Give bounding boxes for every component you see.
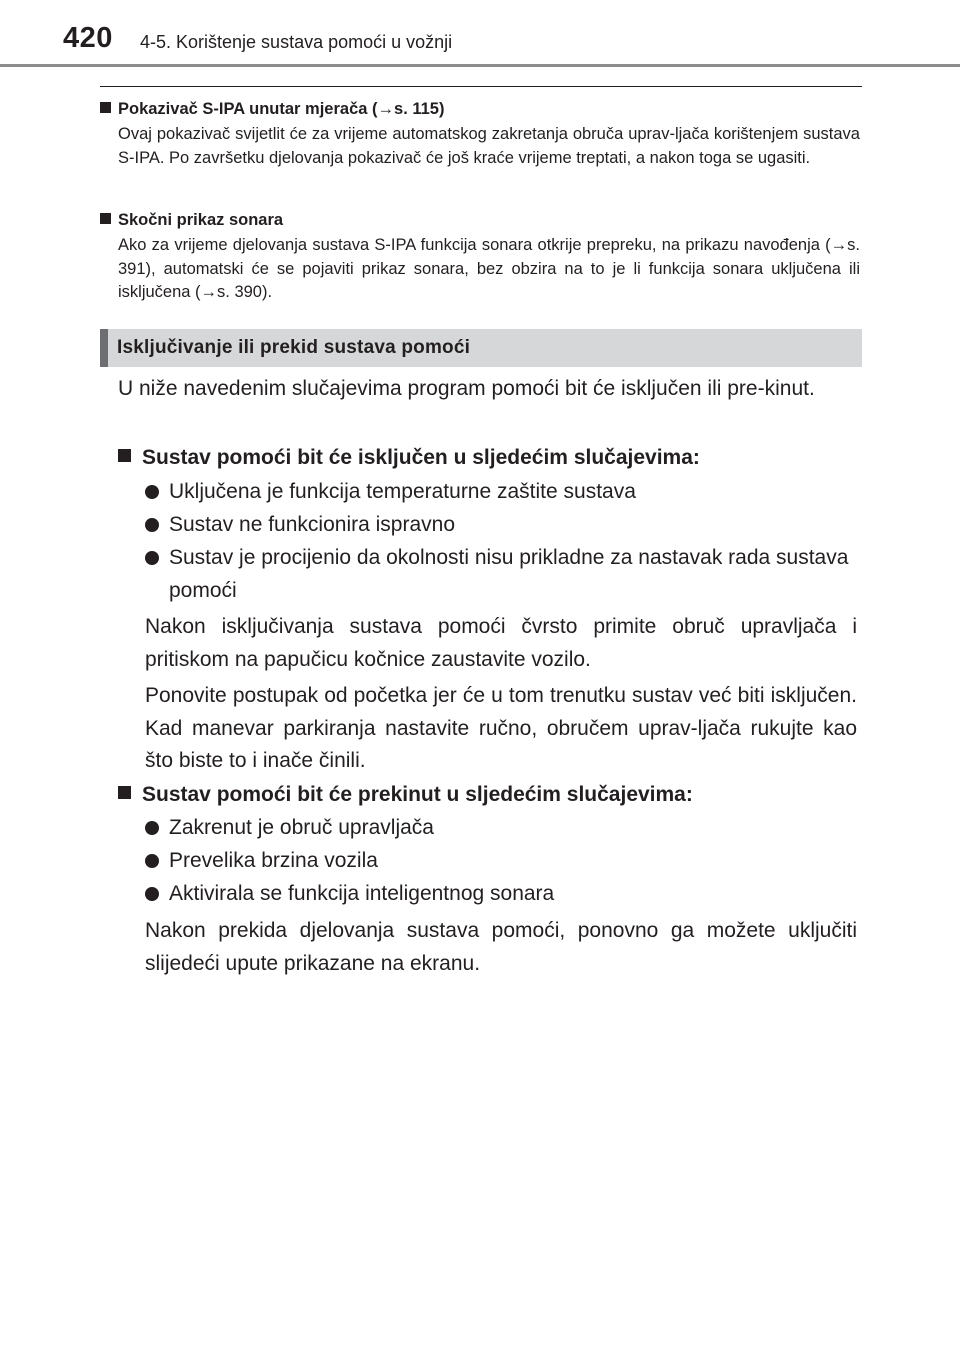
content-top-rule [100, 86, 862, 87]
chapter-title: 4-5. Korištenje sustava pomoći u vožnji [140, 32, 453, 52]
info-text: Ovaj pokazivač svijetlit će za vrijeme automatskog zakretanja obruča uprav-ljača korištenjem sustava S-IPA. Po završetku djelovanja pokazivač će još kraće vrijeme treptati, a nakon toga se ugasiti. [118, 125, 860, 167]
list-item: Zakrenut je obruč upravljača [145, 812, 857, 845]
info-block-sonar [100, 209, 860, 305]
section-intro: U niže navedenim slučajevima program pomoći bit će isključen ili pre-kinut. [118, 377, 815, 400]
list-item: Uključena je funkcija temperaturne zaštite sustava [145, 476, 857, 509]
section-bar-accent [100, 329, 108, 367]
section-heading: Isključivanje ili prekid sustava pomoći [117, 337, 471, 358]
header-rule [0, 64, 960, 67]
round-bullet-icon [145, 518, 159, 532]
note-paragraph: Ponovite postupak od početka jer će u tom trenutku sustav već biti isključen. Kad manevar parkiranja nastavite ručno, obručem uprav-ljača rukujte kao što biste to i inače činili. [145, 684, 857, 772]
list-item: Sustav ne funkcionira ispravno [145, 509, 857, 542]
group-heading-interrupted: Sustav pomoći bit će prekinut u sljedećim slučajevima: [118, 779, 693, 811]
info-text: Ako za vrijeme djelovanja sustava S-IPA funkcija sonara otkrije prepreku, na prikazu navođenja (→s. 391), automatski će se pojaviti prikaz sonara, bez obzira na to je li funkcija sonara uključena ili isključena (→s. 390). [118, 236, 860, 301]
round-bullet-icon [145, 821, 159, 835]
group-heading-disabled: Sustav pomoći bit će isključen u sljedećim slučajevima: [118, 442, 700, 474]
section-heading-bar [100, 329, 862, 367]
info-heading: Pokazivač S-IPA unutar mjerača (→s. 115) [100, 98, 860, 120]
page-number: 420 [63, 22, 113, 54]
round-bullet-icon [145, 485, 159, 499]
info-heading: Skočni prikaz sonara [100, 209, 860, 231]
list-item: Prevelika brzina vozila [145, 845, 857, 878]
round-bullet-icon [145, 551, 159, 565]
list-item: Sustav je procijenio da okolnosti nisu prikladne za nastavak rada sustava pomoći [145, 542, 857, 607]
square-bullet-icon [100, 213, 111, 224]
note-paragraph: Nakon prekida djelovanja sustava pomoći, ponovno ga možete uključiti slijedeći upute prikazane na ekranu. [145, 919, 857, 975]
round-bullet-icon [145, 887, 159, 901]
list-item: Aktivirala se funkcija inteligentnog sonara [145, 878, 857, 911]
round-bullet-icon [145, 854, 159, 868]
square-bullet-icon [100, 102, 111, 113]
info-block-indicator [100, 98, 860, 170]
square-bullet-icon [118, 449, 131, 462]
page-header [0, 0, 960, 72]
note-paragraph: Nakon isključivanja sustava pomoći čvrsto primite obruč upravljača i pritiskom na papučicu kočnice zaustavite vozilo. [145, 615, 857, 671]
square-bullet-icon [118, 786, 131, 799]
